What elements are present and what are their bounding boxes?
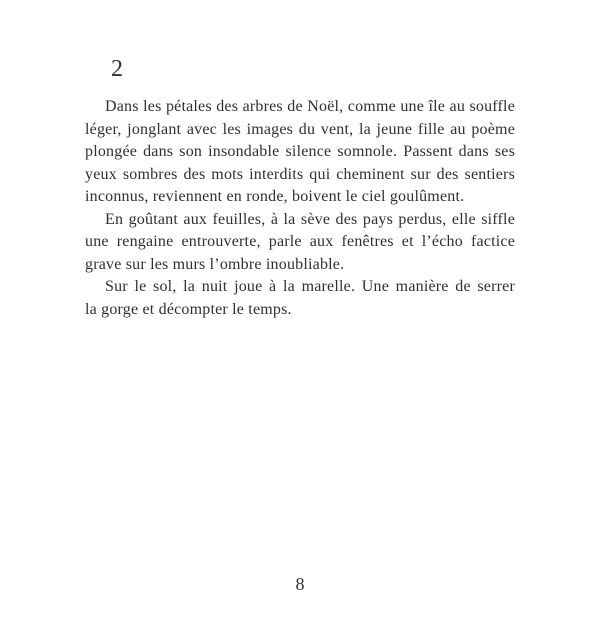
text-line: yeux sombres des mots interdits qui cheminent sur des sentiers — [85, 165, 515, 183]
text-line: Dans les pétales des arbres de Noël, comme une île au souffle — [105, 98, 515, 115]
text-line: léger, jonglant avec les images du vent, la jeune fille au poème — [85, 120, 515, 138]
text-line: la gorge et décompter le temps. — [85, 300, 292, 318]
text-line: inconnus, reviennent en ronde, boivent le ciel goulûment. — [85, 188, 465, 205]
text-line: une rengaine entrouverte, parle aux fenêtres et l’écho factice — [85, 233, 515, 250]
text-line: plongée dans son insondable silence somnole. Passent dans ses — [85, 143, 515, 160]
text-line: grave sur les murs l’ombre inoubliable. — [85, 255, 345, 273]
chapter-number: 2 — [111, 56, 124, 82]
page-number: 8 — [295, 574, 305, 594]
text-line: En goûtant aux feuilles, à la sève des pays perdus, elle siffle — [105, 210, 515, 228]
page-text — [85, 96, 515, 321]
text-line: Sur le sol, la nuit joue à la marelle. Une manière de serrer — [105, 278, 515, 295]
